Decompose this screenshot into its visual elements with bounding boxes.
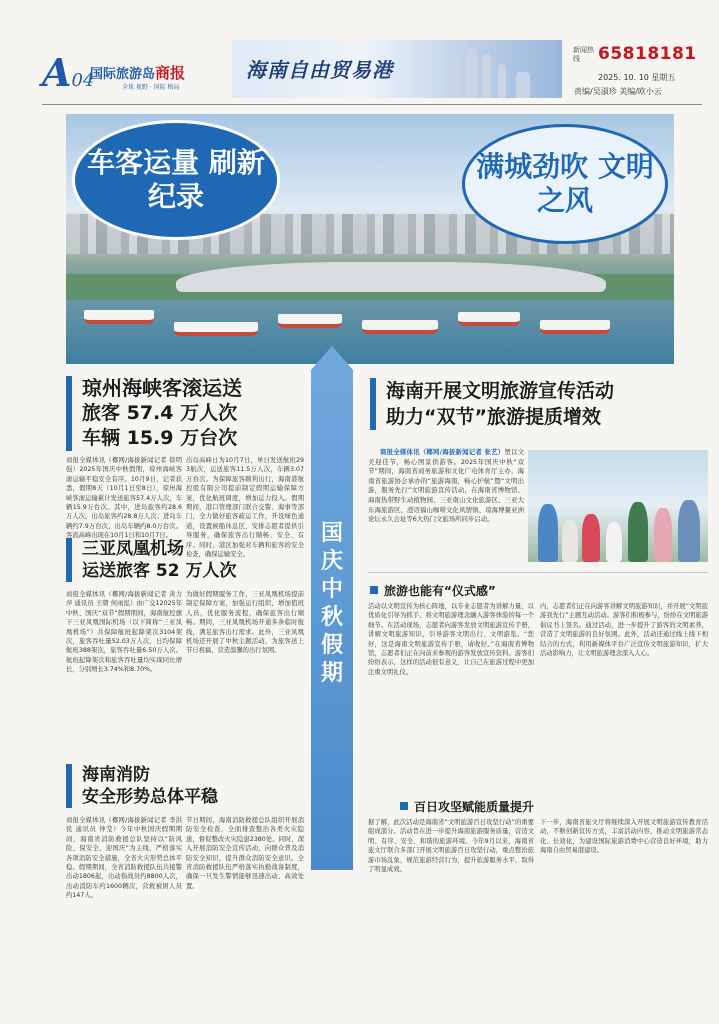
person-figure <box>538 504 558 562</box>
person-figure <box>628 502 648 562</box>
page-number-digits: 04 <box>71 70 95 91</box>
fire-body-right: 节日期间，海南消防救援总队组织开展消防安全检查，全面排查整治各类火灾隐患，督促整改火灾隐患2380处。同时，深入开展消防安全宣传活动，向群众普及消防安全知识，提升群众消防安全意识。全省消防救援队伍严格落实执勤战备制度，确保一旦发生警情能够迅速出动、高效处置。 <box>186 817 304 890</box>
ferry-ship <box>84 310 154 324</box>
civilization-body-2b: 下一步，海南省旅文厅将继续深入开展文明旅游宣传教育活动，不断创新宣传方式，丰富活动内容，推动文明旅游常态化、长效化，为建设国际旅游消费中心营造良好环境，助力海南自由贸易港建设。 <box>540 819 708 855</box>
tower-graphic <box>466 48 477 98</box>
event-photo <box>528 450 708 562</box>
ferry-body-right: 出岛高峰日为10月7日，单日发送航班293航次，运送旅客11.5万人次，车辆3.07万台次。为保障旅客顺利出行，海南港航控股有限公司提前制定假期运输保障方案，优化航班调度，增加运力投入。假期期间，港口管理部门联合交警、海事等部门，全力做好旅客疏运工作，开设绿色通道，设置候船休息区，安排志愿者提供引导服务，确保旅客出行顺畅、安全、有序。同时，港区加强对车辆和旅客的安全检查，确保运输安全。 <box>186 457 304 559</box>
ferry-ship <box>278 314 342 328</box>
lead-body: 塑以文美迎佳节，畅心图景供游客。2025年国庆中秋“双节”期间，海南省商务旅游和文化广电体育厅主办，海南省旅游协会承办的“旅游海南，畅心护航”暨“文明出游，服务先行”文明旅游宣传活动，在海南省博物馆、海南热带野生动植物园、三亚南山文化旅游区、三亚大东海旅游区、澄迈福山咖啡文化风情镇、琼海博鳌亚洲论坛永久会址等6大热门文旅场所同步启动。 <box>368 448 525 524</box>
hero-bubble-right: 满城劲吹 文明之风 <box>462 124 668 244</box>
fire-headline-line1: 海南消防 <box>82 765 150 785</box>
civilization-headline-line2: 助力“双节”旅游提质增效 <box>386 406 601 428</box>
civilization-lead <box>368 448 524 566</box>
person-figure <box>606 522 622 562</box>
section-tag-quality: 百日攻坚赋能质量提升 <box>400 798 534 815</box>
civilization-body-1a: 活动以文明宣传为核心阵地，以专业志愿者为讲解力量，以优质化引导为抓手，将文明旅游理念融入游客体验的每一个细节。在活动现场，志愿者向游客发放文明旅游宣传手册，讲解文明旅游知识，引导游客文明出行、文明游览。“您好，这是海南文明旅游宣传手册，请收好。”在海南省博物馆，志愿者们正在向前来参观的游客发放宣传资料。游客们纷纷表示，这样的活动很有意义，让自己在旅游过程中更加注重文明礼仪。 <box>368 603 534 676</box>
person-figure <box>654 508 672 562</box>
ferry-ship <box>540 320 610 334</box>
airport-headline <box>66 538 306 582</box>
paper-slogan: 全球 视野 · 国际 格局 <box>122 84 180 91</box>
civilization-body-2a: 据了解，此次活动是海南省“文明旅游百日攻坚行动”的重要组成部分。活动旨在进一步提升海南旅游服务质量，营造文明、有序、安全、和谐的旅游环境。今年9月以来，海南省旅文厅联合多部门开展文明旅游百日攻坚行动，重点整治旅游市场乱象，规范旅游经营行为，提升旅游服务水平，取得了明显成效。 <box>368 819 534 874</box>
person-figure <box>678 500 700 562</box>
airport-body-left: 商报全媒体讯（椰网/海拔新闻记者 黄力萍 通讯员 王朝 何雨泓）由广交12025年中秋、国庆“双节”假期期间，海南航控旗下三亚凤凰国际机场（以下简称“三亚凤凰机场”）共保障航班起降架次3104架次，旅客吞吐量52.03万人次，日均保障航班388架次，旅客吞吐量6.50万人次。航班起降架次和旅客吞吐量均实现同比增长，分别增长3.74%和8.70%。 <box>66 591 182 674</box>
hero-bubble-left: 车客运量 刷新纪录 <box>72 120 280 240</box>
ferry-ship <box>362 320 438 334</box>
airport-headline-line1: 三亚凤凰机场 <box>82 539 184 559</box>
section-tag-ceremony: 旅游也能有“仪式感” <box>370 582 496 599</box>
fire-headline-line2: 安全形势总体平稳 <box>82 787 218 807</box>
page-letter: A <box>42 50 72 95</box>
civilization-headline <box>370 378 690 430</box>
banner-title: 海南自由贸易港 <box>246 58 393 82</box>
person-figure <box>582 514 600 562</box>
hotline-label: 新闻热线 <box>573 46 594 63</box>
ferry-headline-line2: 旅客 57.4 万人次 <box>82 402 238 424</box>
hotline-number: 65818181 <box>598 44 697 64</box>
fire-body-left: 商报全媒体讯（椰网/海拔新闻记者 李洪民 通讯员 钟莹）今年中秋国庆假期期间，海南省消防救援总队坚持以“防风险、保安全、迎国庆”为主线，严格落实各项消防安全措施，全省火灾形势总体平稳。假期期间，全省消防救援队伍共接警出动1806起，出动指战员约8800人次，出动消防车约1600辆次，营救被困人员约147人。 <box>66 817 182 900</box>
hero-photo <box>66 114 674 364</box>
ferry-body-left: 商报全媒体讯（椰网/海拔新闻记者 徐明强）2025年国庆中秋假期，琼州海峡客滚运输平稳安全有序。10月9日，记者获悉，假期8天（10月1日至8日），琼州海峡客滚运输累计发送旅客57.4万人次，车辆15.9万台次。其中，进岛旅客约28.6万人次，出岛旅客约28.8万人次；进岛车辆约7.9万台次，出岛车辆约8.0万台次。客流高峰出现在10月1日和10月7日。 <box>66 457 182 540</box>
tower-graphic <box>452 58 461 98</box>
section-divider <box>368 572 708 573</box>
issue-date: 2025. 10. 10 星期五 <box>598 73 676 82</box>
lead-byline: 商报全媒体讯（椰网/海拔新闻记者 张艺） <box>380 448 505 456</box>
editor-credits: 责编/吴淑珍 美编/欧小云 <box>574 87 662 96</box>
ribbon-tip <box>311 346 353 370</box>
fire-headline <box>66 764 306 808</box>
page-number <box>42 50 95 95</box>
person-figure <box>562 520 578 562</box>
civilization-body-1b: 内，志愿者们正在向游客讲解文明旅游知识，并开展“文明旅游我先行”主题互动活动。游客们积极参与，纷纷在文明旅游倡议书上签名。通过活动，进一步提升了游客的文明素养，营造了文明旅游的良好氛围。此外，活动还通过线上线下相结合的方式，利用新媒体平台广泛宣传文明旅游知识，扩大活动影响力，让文明旅游理念深入人心。 <box>540 603 708 658</box>
header-rule <box>42 104 702 105</box>
paper-name-red: 商报 <box>155 64 186 82</box>
tower-graphic <box>516 72 530 98</box>
ferry-headline-line3: 车辆 15.9 万台次 <box>82 427 238 449</box>
paper-name: 国际旅游岛 <box>90 67 156 82</box>
holiday-ribbon-text: 国庆中秋假期 <box>320 521 343 686</box>
paper-logo <box>90 62 185 83</box>
page-header <box>0 0 719 110</box>
civilization-headline-line1: 海南开展文明旅游宣传活动 <box>386 380 615 402</box>
tower-graphic <box>482 54 491 98</box>
airport-headline-line2: 运送旅客 52 万人次 <box>82 561 237 581</box>
ferry-terminal <box>176 262 606 292</box>
ferry-ship <box>174 322 258 336</box>
section-banner <box>232 40 562 98</box>
airport-body-right: 为做好假期服务工作，三亚凤凰机场提前制定保障方案，加强运行组织，增加值班人员，优化服务流程，确保旅客出行顺畅。期间，三亚凤凰机场开通多条临时航线，满足旅客出行需求。此外，三亚凤凰机场还开展了中秋主题活动，为旅客送上节日祝福，营造温馨的出行氛围。 <box>186 591 304 655</box>
tower-graphic <box>498 64 506 98</box>
ferry-ship <box>458 312 520 326</box>
ferry-headline-line1: 琼州海峡客滚运送 <box>82 376 242 400</box>
ferry-headline <box>66 376 306 451</box>
